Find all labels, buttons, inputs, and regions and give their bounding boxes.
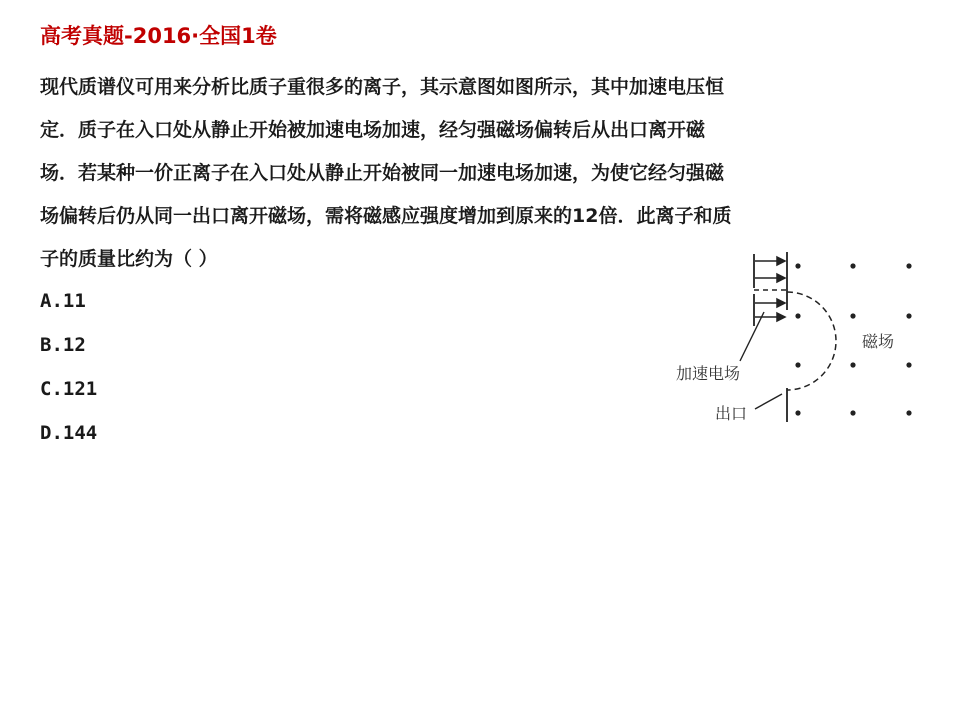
question-line: 场．若某种一价正离子在入口处从静止开始被同一加速电场加速，为使它经匀强磁	[40, 162, 725, 184]
question-line: 子的质量比约为（ ）	[40, 248, 218, 270]
answer-options	[40, 283, 97, 459]
page-title: 高考真题-2016·全国1卷	[40, 24, 277, 48]
question-line: 定．质子在入口处从静止开始被加速电场加速，经匀强磁场偏转后从出口离开磁	[40, 119, 706, 141]
exit-leader-line	[755, 394, 782, 409]
option-d[interactable]: D.144	[40, 422, 98, 444]
mass-spectrometer-figure	[660, 246, 930, 436]
field-label: 加速电场	[676, 364, 741, 383]
option-c[interactable]: C.121	[40, 378, 98, 400]
field-leader-line	[740, 312, 764, 361]
ion-trajectory	[787, 292, 836, 390]
magnetic-field-dots	[795, 263, 911, 415]
magnet-label: 磁场	[862, 332, 895, 351]
mass-spectrometer-diagram	[660, 246, 930, 436]
exit-label: 出口	[715, 404, 748, 423]
option-a[interactable]: A.11	[40, 290, 86, 312]
field-arrows	[755, 257, 785, 321]
question-line: 现代质谱仪可用来分析比质子重很多的离子，其示意图如图所示，其中加速电压恒	[40, 76, 725, 98]
option-b[interactable]: B.12	[40, 334, 86, 356]
question-line: 场偏转后仍从同一出口离开磁场，需将磁感应强度增加到原来的12倍．此离子和质	[40, 205, 732, 227]
